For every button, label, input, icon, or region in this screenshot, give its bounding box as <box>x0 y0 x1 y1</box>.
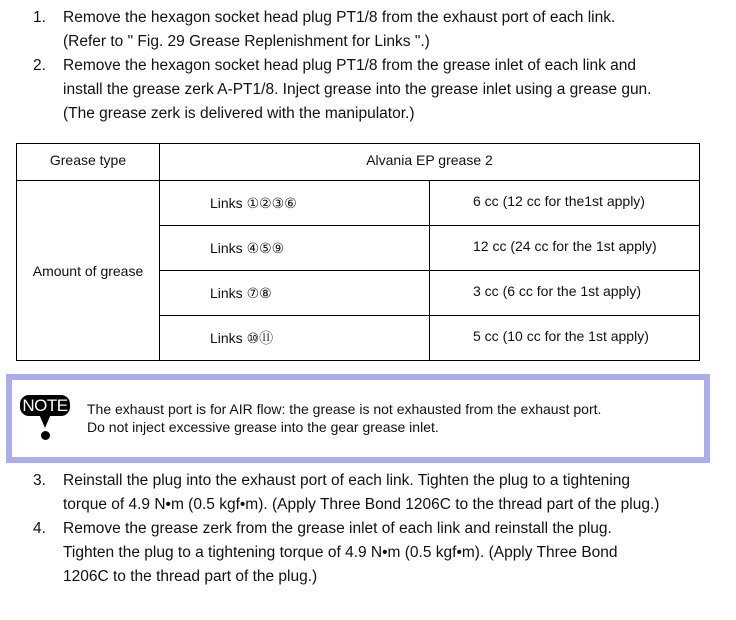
amount-of-grease-label: Amount of grease <box>17 181 160 361</box>
step-line: install the grease zerk A-PT1/8. Inject grease into the grease inlet using a grease gun. <box>63 81 652 98</box>
table-header-row <box>17 144 700 181</box>
note-icon-drop <box>39 414 51 428</box>
links-cell: Links ⑩⑪ <box>160 316 430 361</box>
step-line: Remove the grease zerk from the grease inlet of each link and reinstall the plug. <box>63 520 612 537</box>
amount-cell: 6 cc (12 cc for the1st apply) <box>430 181 700 226</box>
step-number: 4. <box>33 520 46 537</box>
steps-list-top <box>0 6 736 126</box>
step-line: Reinstall the plug into the exhaust port of each link. Tighten the plug to a tightening <box>63 472 630 489</box>
note-text <box>87 400 601 436</box>
step-line: (Refer to " Fig. 29 Grease Replenishment for Links ".) <box>63 33 430 50</box>
note-icon-dot <box>41 431 50 440</box>
step-3 <box>0 469 736 517</box>
grease-type-value: Alvania EP grease 2 <box>160 144 700 181</box>
step-line: (The grease zerk is delivered with the manipulator.) <box>63 105 415 122</box>
steps-list-bottom <box>0 469 736 589</box>
step-line: Remove the hexagon socket head plug PT1/8 from the grease inlet of each link and <box>63 57 636 74</box>
table-row <box>17 181 700 226</box>
links-cell: Links ①②③⑥ <box>160 181 430 226</box>
note-line: The exhaust port is for AIR flow: the grease is not exhausted from the exhaust port. <box>87 401 602 417</box>
step-line: Tighten the plug to a tightening torque of 4.9 N•m (0.5 kgf•m). (Apply Three Bond <box>63 544 618 561</box>
step-number: 2. <box>33 57 46 74</box>
grease-table <box>16 143 700 361</box>
note-line: Do not inject excessive grease into the gear grease inlet. <box>87 419 439 435</box>
amount-cell: 3 cc (6 cc for the 1st apply) <box>430 271 700 316</box>
grease-type-label: Grease type <box>17 144 160 181</box>
links-cell: Links ⑦⑧ <box>160 271 430 316</box>
step-line: Remove the hexagon socket head plug PT1/8 from the exhaust port of each link. <box>63 9 616 26</box>
links-cell: Links ④⑤⑨ <box>160 226 430 271</box>
note-box <box>6 374 710 463</box>
step-1 <box>0 6 736 54</box>
amount-cell: 5 cc (10 cc for the 1st apply) <box>430 316 700 361</box>
step-line: 1206C to the thread part of the plug.) <box>63 568 318 585</box>
step-line: torque of 4.9 N•m (0.5 kgf•m). (Apply Three Bond 1206C to the thread part of the plug.) <box>63 496 660 513</box>
note-badge: NOTE <box>20 395 70 416</box>
note-content <box>12 380 704 457</box>
step-number: 1. <box>33 9 46 26</box>
step-number: 3. <box>33 472 46 489</box>
step-2 <box>0 54 736 126</box>
amount-cell: 12 cc (24 cc for the 1st apply) <box>430 226 700 271</box>
note-icon <box>20 395 70 441</box>
step-4 <box>0 517 736 589</box>
